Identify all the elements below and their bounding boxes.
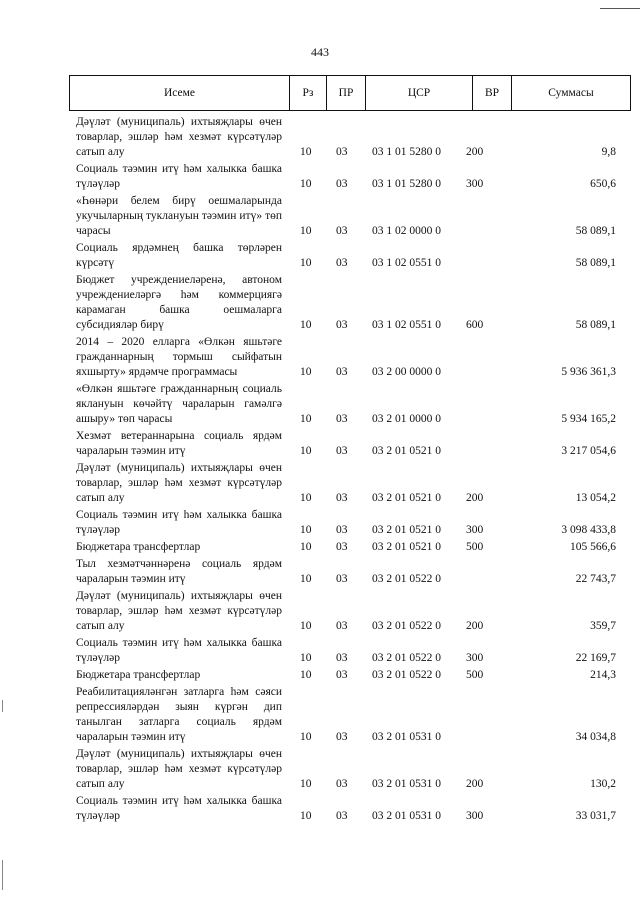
row-csr: 03 2 01 0522 0 xyxy=(372,669,441,681)
row-name: Дәүләт (муниципаль) ихтыяҗлары өчен товарлар, эшләр һәм хезмәт күрсәтүләр сатып алу xyxy=(76,462,282,504)
scan-edge-line xyxy=(600,8,640,9)
row-name: Бюджетара трансфертлар xyxy=(76,669,201,681)
header-name: Исеме xyxy=(163,87,196,99)
row-csr: 03 1 01 5280 0 xyxy=(372,178,441,190)
row-name: Дәүләт (муниципаль) ихтыяҗлары өчен товарлар, эшләр һәм хезмәт күрсәтүләр сатып алу xyxy=(76,748,282,790)
row-rz: 10 xyxy=(300,541,312,553)
table-row xyxy=(76,589,631,634)
row-rz: 10 xyxy=(300,731,312,743)
row-pr: 03 xyxy=(336,366,348,378)
row-pr: 03 xyxy=(336,810,348,822)
row-vr: 500 xyxy=(466,669,484,681)
row-pr: 03 xyxy=(336,225,348,237)
margin-mark xyxy=(2,700,3,712)
header-csr: ЦСР xyxy=(365,76,472,110)
table-row xyxy=(76,382,631,427)
table-row xyxy=(76,747,631,792)
row-pr: 03 xyxy=(336,319,348,331)
row-rz: 10 xyxy=(300,573,312,585)
row-rz: 10 xyxy=(300,146,312,158)
row-csr: 03 1 01 5280 0 xyxy=(372,146,441,158)
table-row xyxy=(76,461,631,506)
row-name: Бюджетара трансфертлар xyxy=(76,541,201,553)
row-name: «Өлкән яшьтәге гражданнарның социаль яклануын көчәйтү чараларын гамәлгә ашыру» төп чарасы xyxy=(76,383,282,425)
row-pr: 03 xyxy=(336,257,348,269)
row-sum: 22 169,7 xyxy=(575,652,616,664)
row-rz: 10 xyxy=(300,257,312,269)
row-csr: 03 2 01 0522 0 xyxy=(372,652,441,664)
row-csr: 03 1 02 0000 0 xyxy=(372,225,441,237)
row-csr: 03 2 01 0521 0 xyxy=(372,524,441,536)
row-csr: 03 2 01 0531 0 xyxy=(372,778,441,790)
row-rz: 10 xyxy=(300,445,312,457)
row-sum: 3 217 054,6 xyxy=(561,445,616,457)
table-row xyxy=(76,794,631,824)
row-rz: 10 xyxy=(300,620,312,632)
row-vr: 300 xyxy=(466,652,484,664)
row-sum: 22 743,7 xyxy=(575,573,616,585)
row-vr: 200 xyxy=(466,146,484,158)
row-name: Тыл хезмәтчәннәренә социаль ярдәм чараларын тәэмин итү xyxy=(76,558,282,585)
header-pr: ПР xyxy=(326,76,365,110)
table-row xyxy=(76,241,631,271)
row-rz: 10 xyxy=(300,225,312,237)
row-pr: 03 xyxy=(336,524,348,536)
row-csr: 03 1 02 0551 0 xyxy=(372,319,441,331)
row-rz: 10 xyxy=(300,413,312,425)
row-csr: 03 2 01 0531 0 xyxy=(372,810,441,822)
row-vr: 300 xyxy=(466,524,484,536)
row-name: Дәүләт (муниципаль) ихтыяҗлары өчен товарлар, эшләр һәм хезмәт күрсәтүләр сатып алу xyxy=(76,590,282,632)
row-rz: 10 xyxy=(300,810,312,822)
row-csr: 03 2 01 0522 0 xyxy=(372,573,441,585)
table-row xyxy=(76,557,631,587)
row-rz: 10 xyxy=(300,492,312,504)
table-row xyxy=(76,636,631,666)
row-sum: 5 934 165,2 xyxy=(561,413,616,425)
row-pr: 03 xyxy=(336,669,348,681)
row-csr: 03 2 01 0521 0 xyxy=(372,541,441,553)
row-sum: 34 034,8 xyxy=(575,731,616,743)
row-rz: 10 xyxy=(300,178,312,190)
row-sum: 650,6 xyxy=(590,178,616,190)
row-sum: 58 089,1 xyxy=(575,319,616,331)
table-row xyxy=(76,335,631,380)
table-row xyxy=(76,685,631,745)
row-sum: 9,8 xyxy=(601,146,616,158)
row-sum: 5 936 361,3 xyxy=(561,366,616,378)
row-pr: 03 xyxy=(336,178,348,190)
row-vr: 500 xyxy=(466,541,484,553)
row-name: Хезмәт ветераннарына социаль ярдәм чараларын тәэмин итү xyxy=(76,430,282,457)
row-name: Социаль тәэмин итү һәм халыкка башка түләүләр xyxy=(76,163,282,190)
row-csr: 03 1 02 0551 0 xyxy=(372,257,441,269)
row-rz: 10 xyxy=(300,319,312,331)
row-name: 2014 – 2020 елларга «Өлкән яшьтәге гражданнарның тормыш сыйфатын яхшырту» ярдәмче программасы xyxy=(76,336,282,378)
row-csr: 03 2 01 0522 0 xyxy=(372,620,441,632)
table-row xyxy=(76,115,631,160)
row-sum: 130,2 xyxy=(590,778,616,790)
header-sum: Суммасы xyxy=(511,76,630,110)
row-vr: 200 xyxy=(466,778,484,790)
row-vr: 200 xyxy=(466,492,484,504)
row-sum: 3 098 433,8 xyxy=(561,524,616,536)
row-csr: 03 2 01 0000 0 xyxy=(372,413,441,425)
row-sum: 359,7 xyxy=(590,620,616,632)
row-csr: 03 2 01 0531 0 xyxy=(372,731,441,743)
table-row xyxy=(76,668,631,683)
row-name: Социаль ярдәмнең башка төрләрен күрсәтү xyxy=(76,242,282,269)
row-csr: 03 2 00 0000 0 xyxy=(372,366,441,378)
row-csr: 03 2 01 0521 0 xyxy=(372,445,441,457)
table-row xyxy=(76,540,631,555)
row-rz: 10 xyxy=(300,669,312,681)
header-rz: Рз xyxy=(289,76,326,110)
table-body xyxy=(76,115,631,824)
page-number: 443 xyxy=(311,45,329,59)
row-sum: 58 089,1 xyxy=(575,225,616,237)
table-row xyxy=(76,194,631,239)
table-row xyxy=(76,429,631,459)
row-name: Социаль тәэмин итү һәм халыкка башка түләүләр xyxy=(76,637,282,664)
row-sum: 214,3 xyxy=(590,669,616,681)
row-pr: 03 xyxy=(336,573,348,585)
margin-mark xyxy=(2,860,3,890)
row-sum: 58 089,1 xyxy=(575,257,616,269)
table-header xyxy=(69,75,631,111)
row-name: Реабилитацияләнгән затларга һәм сәяси репрессияләрдән зыян күргән дип танылган затларга социаль ярдәм чараларын тәэмин итү xyxy=(76,686,282,743)
row-vr: 600 xyxy=(466,319,484,331)
row-sum: 33 031,7 xyxy=(575,810,616,822)
table-row xyxy=(76,273,631,333)
row-sum: 13 054,2 xyxy=(575,492,616,504)
row-name: Социаль тәэмин итү һәм халыкка башка түләүләр xyxy=(76,509,282,536)
row-name: Дәүләт (муниципаль) ихтыяҗлары өчен товарлар, эшләр һәм хезмәт күрсәтүләр сатып алу xyxy=(76,116,282,158)
row-pr: 03 xyxy=(336,731,348,743)
row-csr: 03 2 01 0521 0 xyxy=(372,492,441,504)
row-pr: 03 xyxy=(336,146,348,158)
row-pr: 03 xyxy=(336,413,348,425)
table-row xyxy=(76,508,631,538)
row-name: Социаль тәэмин итү һәм халыкка башка түләүләр xyxy=(76,795,282,822)
row-name: «Һөнәри белем бирү оешмаларында укучыларның туклануын тәэмин итү» төп чарасы xyxy=(76,195,282,237)
row-rz: 10 xyxy=(300,652,312,664)
row-pr: 03 xyxy=(336,492,348,504)
row-vr: 300 xyxy=(466,178,484,190)
row-rz: 10 xyxy=(300,524,312,536)
row-pr: 03 xyxy=(336,778,348,790)
row-vr: 200 xyxy=(466,620,484,632)
row-pr: 03 xyxy=(336,652,348,664)
row-pr: 03 xyxy=(336,620,348,632)
header-vr: ВР xyxy=(472,76,511,110)
row-sum: 105 566,6 xyxy=(570,541,616,553)
table-row xyxy=(76,162,631,192)
row-name: Бюджет учреждениеләренә, автоном учреждениеләргә һәм коммерциягә карамаган башка оешмаларга субсидияләр бирү xyxy=(76,274,282,331)
row-rz: 10 xyxy=(300,366,312,378)
row-pr: 03 xyxy=(336,541,348,553)
row-vr: 300 xyxy=(466,810,484,822)
row-rz: 10 xyxy=(300,778,312,790)
row-pr: 03 xyxy=(336,445,348,457)
